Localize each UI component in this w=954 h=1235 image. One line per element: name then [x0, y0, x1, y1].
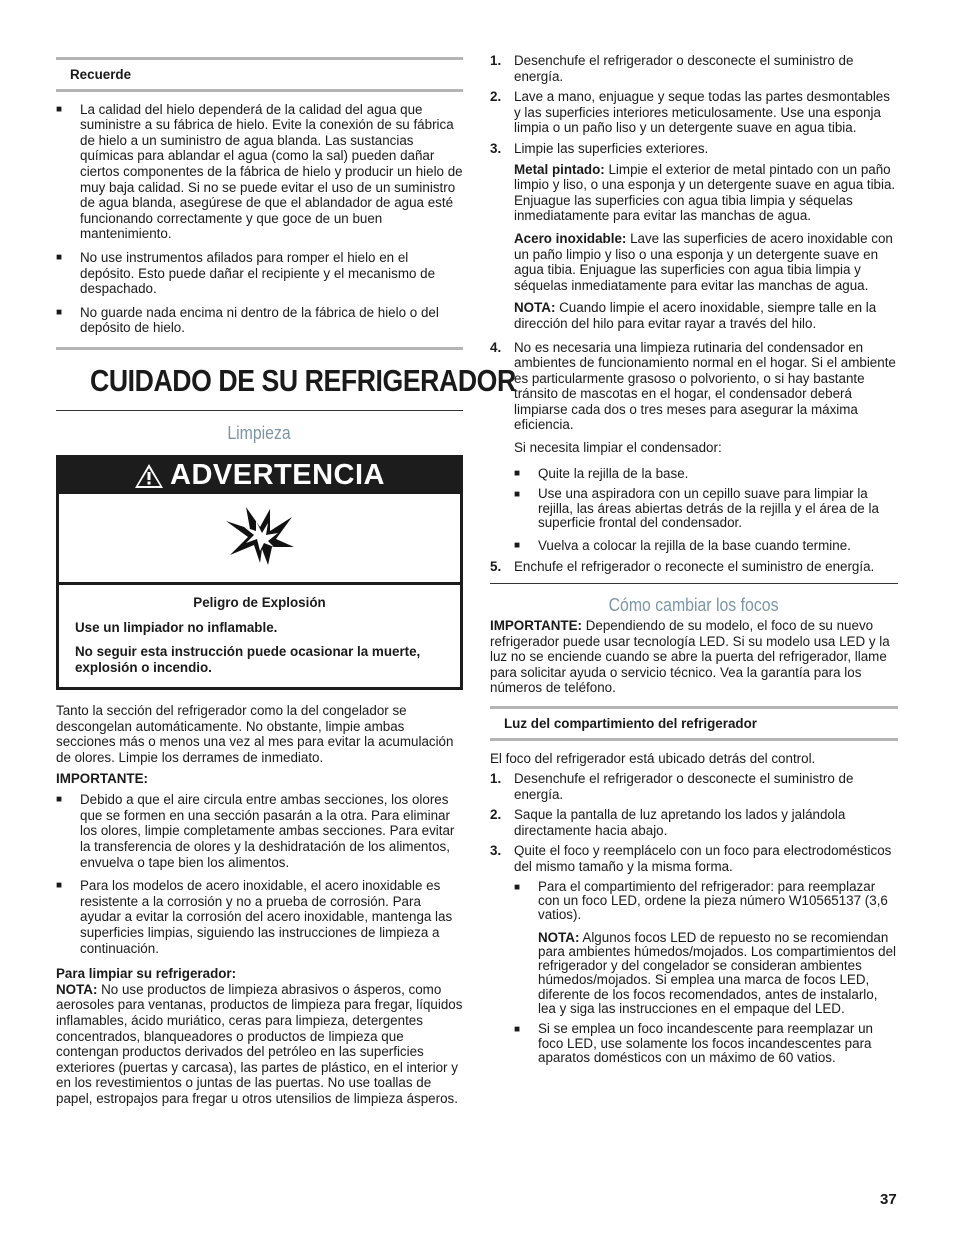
warning-danger: Peligro de Explosión [193, 594, 326, 610]
list-item: 1. Desenchufe el refrigerador o desconecte el suministro de energía. [490, 771, 854, 802]
recuerde-list [56, 102, 463, 336]
luz-nota: NOTA: Algunos focos LED de repuesto no se recomiendan para ambientes húmedos/mojados. Los compartimientos del refrigerador y del congelador se consideran ambientes húmedos/mojados. Si emplea una marca de focos LED, diferente de los focos recomendados, antes de instalarlo, lea y siga las instrucciones en el empaque del LED. [538, 929, 897, 1017]
page-title: CUIDADO DE SU REFRIGERADOR [90, 362, 516, 398]
list-item: 5. Enchufe el refrigerador o reconecte el suministro de energía. [490, 559, 875, 575]
luz-intro: El foco del refrigerador está ubicado detrás del control. [490, 750, 816, 766]
acero-nota-paragraph: NOTA: Cuando limpie el acero inoxidable, siempre talle en la dirección del hilo para evitar rayar a través del hilo. [514, 300, 877, 331]
list-item: 2. Saque la pantalla de luz apretando los lados y jalándola directamente hacia abajo. [490, 807, 846, 838]
list-item: ■ No guarde nada encima ni dentro de la fábrica de hielo o del depósito de hielo. [56, 304, 439, 336]
para-limpiar-label: Para limpiar su refrigerador: [56, 966, 237, 982]
title-rule-bottom [56, 410, 463, 411]
list-item: ■ Use una aspiradora con un cepillo suave para limpiar la rejilla, las áreas abiertas detrás de la rejilla y el área de la superficie frontal del condensador. [514, 486, 879, 531]
warning-box [56, 455, 463, 690]
list-item: 3. Limpie las superficies exteriores. [490, 140, 709, 156]
importante-label: IMPORTANTE: [56, 770, 148, 786]
list-item: ■ Para los modelos de acero inoxidable, el acero inoxidable es resistente a la corrosión y no a prueba de corrosión. Para ayudar a evitar la corrosión del acero inoxidable, mantenga las superficies limpias, siguiendo las instrucciones de limpieza a continuación. [56, 878, 453, 956]
bullet-square-icon: ■ [56, 306, 63, 318]
list-item: 1. Desenchufe el refrigerador o desconecte el suministro de energía. [490, 53, 854, 84]
luz-box [490, 706, 898, 741]
list-item: ■ La calidad del hielo dependerá de la calidad del agua que suministre a su fábrica de hielo. Evite la conexión de su fábrica de hielo a un suministro de agua blanda. Las sustancias químicas para ablandar el agua (como la sal) pueden dañar ciertos componentes de la fábrica de hielo y producir un hielo de muy baja calidad. Si no se puede evitar el uso de un suministro de agua blanda, asegúrese de que el ablandador de agua esté funcionando correctamente y que goce de un buen mantenimiento. [56, 101, 463, 242]
luz-steps [490, 771, 898, 1065]
warning-header [59, 458, 460, 494]
bullet-square-icon: ■ [514, 881, 521, 893]
explosion-icon [224, 505, 296, 571]
list-item: 2. Lave a mano, enjuague y seque todas las partes desmontables y las superficies interiores meticulosamente. Use una esponja limpia o un paño liso y un detergente suave en agua tibia. [490, 89, 890, 136]
bullet-square-icon: ■ [56, 794, 63, 806]
bullet-square-icon: ■ [514, 539, 521, 551]
focos-heading: Cómo cambiar los focos [609, 594, 779, 615]
title-rule-top [56, 347, 463, 350]
importante-list [56, 792, 463, 956]
left-column [56, 0, 516, 1107]
bullet-square-icon: ■ [514, 1024, 521, 1036]
bullet-square-icon: ■ [56, 251, 63, 263]
cleaning-steps [490, 53, 898, 575]
warning-line-2: No seguir esta instrucción puede ocasionar la muerte, explosión o incendio. [75, 644, 421, 675]
right-column [490, 0, 898, 1065]
list-item: 3. Quite el foco y reemplácelo con un foco para electrodomésticos del mismo tamaño y la misma forma. [490, 843, 892, 875]
warning-triangle-icon [134, 463, 164, 489]
list-item: ■ Para el compartimiento del refrigerador: para reemplazar con un foco LED, ordene la pieza número W10565137 (3,6 vatios). [514, 878, 888, 923]
list-item: 4. No es necesaria una limpieza rutinaria del condensador en ambientes de funcionamiento normal en el hogar. Si el ambiente es particularmente grasoso o polvoriento, o si hay bastante tránsito de mascotas en el hogar, el condensador deberá limpiarse cada dos o tres meses para asegurar la máxima eficiencia. [490, 339, 896, 433]
list-item: ■ Si se emplea un foco incandescente para reemplazar un foco LED, use solamente los focos incandescentes para aparatos domésticos con un máximo de 60 vatios. [514, 1021, 873, 1065]
focos-importante: IMPORTANTE: Dependiendo de su modelo, el foco de su nuevo refrigerador puede usar tecnología LED. Si su modelo usa LED y la luz no se enciende cuando se abre la puerta del refrigerador, llame para solicitar ayuda o servicio técnico. Vea la garantía para los números de teléfono. [490, 617, 890, 696]
bullet-square-icon: ■ [56, 880, 63, 892]
nota-paragraph: NOTA: No use productos de limpieza abrasivos o ásperos, como aerosoles para ventanas, productos de limpieza para fregar, líquidos inflamables, ácido muriático, ceras para limpieza, detergentes concentrados, blanqueadores o productos de limpieza que contengan productos derivados del petróleo en las superficies exteriores (puertas y carcasa), las partes de plástico, en el interior y en los revestimientos o juntas de las puertas. No use toallas de papel, estropajos para fregar u otros utensilios de limpieza ásperos. [56, 981, 463, 1106]
limpieza-heading: Limpieza [227, 422, 292, 443]
recuerde-box [56, 57, 463, 92]
warning-pictogram [59, 494, 460, 585]
condensador-intro: Si necesita limpiar el condensador: [514, 440, 722, 456]
warning-line-1: Use un limpiador no inflamable. [75, 619, 278, 635]
limpieza-heading-wrap [56, 423, 463, 443]
metal-pintado-paragraph: Metal pintado: Limpie el exterior de metal pintado con un paño limpio y liso, o una esponja y un detergente suave en agua tibia. Enjuague las superficies con agua tibia limpia y séquelas inmediatamente para evitar las manchas de agua. [514, 161, 896, 224]
page-number: 37 [880, 1191, 897, 1208]
recuerde-title: Recuerde [70, 67, 132, 82]
warning-text [59, 585, 460, 687]
acero-paragraph: Acero inoxidable: Lave las superficies de acero inoxidable con un paño limpio y liso o una esponja y un detergente suave en agua tibia. Enjuague las superficies con agua tibia limpia y séquelas inmediatamente para evitar las manchas de agua. [514, 230, 893, 293]
bullet-square-icon: ■ [514, 489, 521, 501]
bullet-square-icon: ■ [514, 467, 521, 479]
intro-paragraph: Tanto la sección del refrigerador como la del congelador se descongelan automáticamente. No obstante, limpie ambas secciones más o menos una vez al mes para evitar la acumulación de olores. Limpie los derrames de inmediato. [56, 703, 454, 766]
step-4-details [490, 440, 898, 553]
list-item: ■ No use instrumentos afilados para romper el hielo en el depósito. Esto puede dañar el recipiente y el mecanismo de despachado. [56, 249, 436, 297]
step-3-details [490, 162, 898, 332]
list-item: ■ Quite la rejilla de la base. [514, 465, 689, 481]
focos-rule [490, 583, 898, 584]
list-item: ■ Debido a que el aire circula entre ambas secciones, los olores que se formen en una sección pasarán a la otra. Para eliminar los olores, limpie completamente ambas secciones. Para evitar la transferencia de olores y la deshidratación de los alimentos, envuelva o tape bien los alimentos. [56, 792, 455, 870]
bullet-square-icon: ■ [56, 103, 63, 115]
warning-title: ADVERTENCIA [170, 459, 385, 492]
luz-title: Luz del compartimiento del refrigerador [504, 715, 757, 731]
focos-heading-wrap [490, 595, 898, 615]
list-item: ■ Vuelva a colocar la rejilla de la base cuando termine. [514, 537, 851, 553]
luz-step-3-details [490, 880, 898, 1066]
